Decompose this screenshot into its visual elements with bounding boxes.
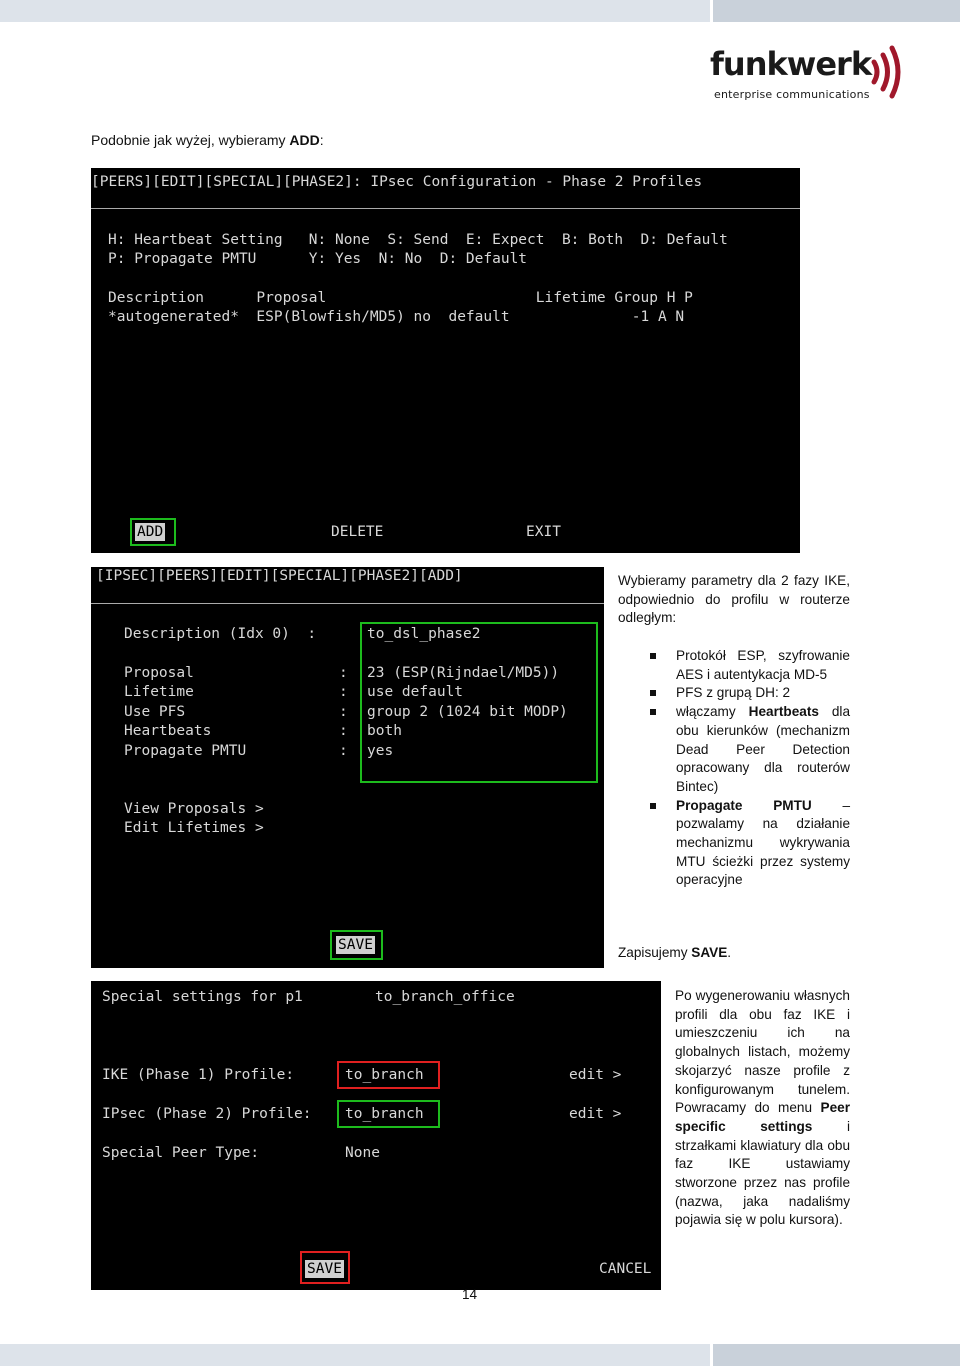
- phase2-add-screen: [91, 567, 604, 968]
- edit-lifetimes-link[interactable]: Edit Lifetimes >: [124, 820, 264, 836]
- peer-type-value[interactable]: None: [345, 1145, 380, 1161]
- legend-pmtu: P: Propagate PMTU Y: Yes N: No D: Default: [108, 251, 528, 267]
- ipsec-profile-label: IPsec (Phase 2) Profile:: [102, 1106, 312, 1122]
- propagate-pmtu-label: Propagate PMTU: [124, 743, 247, 759]
- ike-edit-link[interactable]: edit >: [569, 1067, 622, 1083]
- proposal-value[interactable]: 23 (ESP(Rijndael/MD5)): [367, 665, 560, 681]
- cancel-button[interactable]: CANCEL: [599, 1261, 652, 1277]
- proposal-label: Proposal: [124, 665, 194, 681]
- description-input[interactable]: to_dsl_phase2: [367, 626, 481, 642]
- propagate-pmtu-value[interactable]: yes: [367, 743, 394, 759]
- header-band-right: [713, 0, 960, 22]
- exit-button[interactable]: EXIT: [526, 524, 561, 540]
- peer-type-label: Special Peer Type:: [102, 1145, 260, 1161]
- profile-assignment-explanation: Po wygenerowaniu własnych profili dla obu faz IKE i umieszczeniu ich na globalnych listach, możemy skojarzyć nasze profile z konfigurowanym tunelem. Powracamy do menu Peer specific settings i strzałkami klawiatury dla obu faz IKE ustawiamy stworzone przez nas profile (nazwa, jaka nadaliśmy pojawia się w polu kursora).: [675, 988, 850, 1228]
- ipsec-edit-link[interactable]: edit >: [569, 1106, 622, 1122]
- signal-waves-icon: [870, 44, 906, 100]
- lifetime-label: Lifetime: [124, 684, 194, 700]
- colon: :: [339, 704, 348, 720]
- profiles-table-row[interactable]: *autogenerated* ESP(Blowfish/MD5) no default -1 A N: [108, 309, 685, 325]
- phase2-explanation: Wybieramy parametry dla 2 fazy IKE, odpowiednio do profilu w routerze odległym:: [618, 573, 850, 626]
- ike-profile-label: IKE (Phase 1) Profile:: [102, 1067, 295, 1083]
- phase2-bullet-list: [648, 647, 850, 890]
- use-pfs-value[interactable]: group 2 (1024 bit MODP): [367, 704, 568, 720]
- use-pfs-label: Use PFS: [124, 704, 186, 720]
- phase2-profiles-screen: [91, 168, 800, 553]
- ike-profile-select[interactable]: to_branch: [345, 1067, 424, 1083]
- page-number: 14: [462, 1287, 478, 1302]
- add-button[interactable]: ADD: [137, 524, 164, 540]
- header-band-left: [0, 0, 710, 22]
- special-settings-screen: [91, 981, 661, 1290]
- colon: :: [339, 665, 348, 681]
- save-button[interactable]: SAVE: [338, 937, 373, 953]
- heartbeats-label: Heartbeats: [124, 723, 212, 739]
- bullet-square-icon: [650, 803, 656, 809]
- intro-text: Podobnie jak wyżej, wybieramy ADD:: [91, 132, 324, 148]
- bullet-square-icon: [650, 690, 656, 696]
- lifetime-value[interactable]: use default: [367, 684, 464, 700]
- profiles-table-header: Description Proposal Lifetime Group H P: [108, 290, 693, 306]
- save-note: Zapisujemy SAVE.: [618, 945, 732, 960]
- save-button[interactable]: SAVE: [307, 1261, 342, 1277]
- logo-wordmark: funkwerk: [710, 45, 872, 83]
- screen1-divider: [91, 208, 800, 209]
- special-settings-label: Special settings for p1: [102, 989, 303, 1005]
- heartbeats-value[interactable]: both: [367, 723, 402, 739]
- screen2-divider: [91, 603, 604, 604]
- bullet-esp: Protokół ESP, szyfrowanie AES i autentykacja MD-5: [648, 647, 850, 684]
- peer-specific-settings-keyword: Peer specific settings: [675, 1100, 850, 1134]
- legend-heartbeat: H: Heartbeat Setting N: None S: Send E: Expect B: Both D: Default: [108, 232, 728, 248]
- colon: :: [339, 743, 348, 759]
- colon: :: [339, 684, 348, 700]
- intro-add-keyword: ADD: [289, 132, 320, 148]
- bullet-pfs: PFS z grupą DH: 2: [648, 684, 850, 703]
- colon: :: [339, 723, 348, 739]
- screen2-title: [IPSEC][PEERS][EDIT][SPECIAL][PHASE2][ADD]: [96, 568, 463, 584]
- delete-button[interactable]: DELETE: [331, 524, 384, 540]
- footer-band-right: [713, 1344, 960, 1366]
- description-label: Description (Idx 0) :: [124, 626, 317, 642]
- logo-tagline: enterprise communications: [714, 88, 870, 101]
- ipsec-profile-select[interactable]: to_branch: [345, 1106, 424, 1122]
- view-proposals-link[interactable]: View Proposals >: [124, 801, 264, 817]
- funkwerk-logo: [710, 44, 910, 104]
- bullet-square-icon: [650, 653, 656, 659]
- screen1-title: [PEERS][EDIT][SPECIAL][PHASE2]: IPsec Configuration - Phase 2 Profiles: [91, 174, 703, 190]
- bullet-heartbeats: włączamy Heartbeats dla obu kierunków (mechanizm Dead Peer Detection opracowany dla routerów Bintec): [648, 703, 850, 797]
- bullet-square-icon: [650, 709, 656, 715]
- footer-band-left: [0, 1344, 710, 1366]
- special-settings-peer: to_branch_office: [375, 989, 515, 1005]
- bullet-pmtu: Propagate PMTU – pozwalamy na działanie mechanizmu wykrywania MTU ścieżki przez systemy operacyjne: [648, 797, 850, 891]
